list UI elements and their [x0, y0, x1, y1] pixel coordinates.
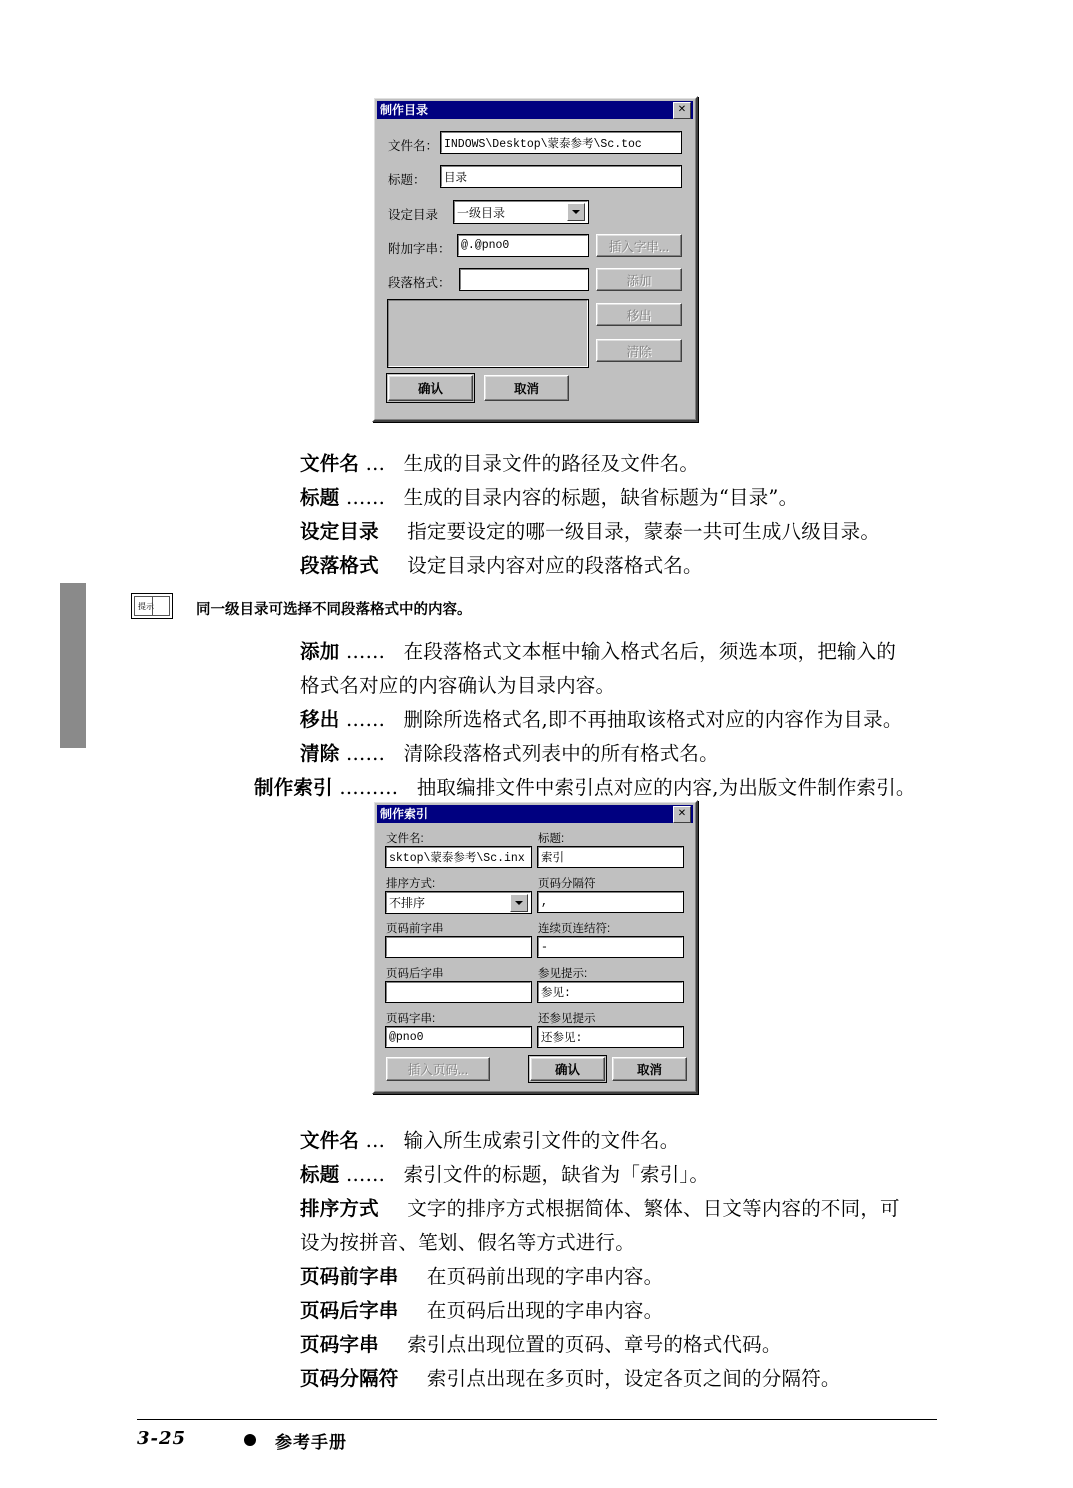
desc-toc-1-term: 标题 — [300, 486, 340, 509]
desc-toc-2-term: 设定目录 — [300, 520, 379, 543]
ok-button[interactable]: 确认 — [530, 1057, 605, 1081]
index-page-suffix-input[interactable] — [386, 982, 531, 1002]
dialog-make-index-title: 制作索引 — [380, 807, 429, 821]
desc-idx-1-term: 标题 — [300, 1163, 340, 1186]
desc-toc2-2 — [300, 704, 903, 732]
desc-idx-4-text: 在页码前出现的字串内容。 — [426, 1265, 664, 1288]
chapter-tab-marker — [60, 583, 86, 748]
index-page-string-input[interactable]: @pno0 — [386, 1027, 531, 1047]
index-range-join-label: 连续页连结符: — [538, 923, 611, 935]
desc-toc2-0-text: 在段落格式文本框中输入格式名后，须选本项，把输入的 — [403, 640, 897, 663]
desc-idx-0-text: 输入所生成索引文件的文件名。 — [403, 1129, 680, 1152]
close-icon[interactable]: ✕ — [673, 102, 691, 119]
desc-toc2-4-text: 抽取编排文件中索引点对应的内容,为出版文件制作索引。 — [416, 776, 916, 799]
toc-filename-input[interactable]: INDOWS\Desktop\蒙泰参考\Sc.toc — [441, 132, 681, 153]
desc-toc2-0 — [300, 636, 896, 664]
footer-bullet-icon — [244, 1434, 256, 1446]
toc-paraformat-input[interactable] — [460, 269, 588, 290]
desc-toc2-3-dots: …… — [345, 742, 386, 765]
close-icon[interactable]: ✕ — [673, 806, 691, 823]
desc-toc2-2-term: 移出 — [300, 708, 340, 731]
toc-level-select[interactable] — [454, 201, 588, 223]
desc-toc2-2-text: 删除所选格式名,即不再抽取该格式对应的内容作为目录。 — [403, 708, 903, 731]
desc-toc2-2-dots: …… — [345, 708, 386, 731]
footer-divider — [137, 1419, 937, 1420]
toc-format-listbox[interactable] — [388, 300, 588, 367]
cancel-button[interactable]: 取消 — [612, 1057, 687, 1081]
desc-idx-5 — [300, 1295, 663, 1323]
desc-idx-5-term: 页码后字串 — [300, 1299, 399, 1322]
desc-idx-0-term: 文件名 — [300, 1129, 360, 1152]
desc-toc2-4 — [254, 772, 916, 800]
tip-icon — [131, 593, 173, 619]
index-title-label: 标题: — [538, 833, 565, 845]
desc-toc2-1 — [300, 670, 615, 698]
desc-toc-0-text: 生成的目录文件的路径及文件名。 — [403, 452, 700, 475]
desc-idx-4 — [300, 1261, 663, 1289]
desc-idx-1 — [300, 1159, 709, 1187]
desc-toc-0 — [300, 448, 699, 476]
index-seealso-label: 参见提示: — [538, 968, 588, 980]
index-sort-select[interactable] — [386, 892, 531, 913]
dialog-make-index-inner — [374, 802, 696, 1092]
footer-manual-label: 参考手册 — [275, 1433, 347, 1453]
index-filename-input[interactable]: sktop\蒙泰参考\Sc.inx — [386, 847, 531, 867]
tip-icon-label: 提示 — [138, 601, 154, 611]
desc-toc-3-text: 设定目录内容对应的段落格式名。 — [407, 554, 703, 577]
desc-idx-0 — [300, 1125, 679, 1153]
insert-page-number-button[interactable]: 插入页码... — [386, 1057, 490, 1081]
add-button[interactable]: 添加 — [596, 268, 682, 291]
index-also-seealso-label: 还参见提示 — [538, 1013, 596, 1025]
desc-idx-2-text: 文字的排序方式根据简体、繁体、日文等内容的不同，可 — [407, 1197, 900, 1220]
index-also-seealso-input[interactable]: 还参见: — [538, 1027, 683, 1047]
toc-title-input[interactable]: 目录 — [441, 166, 681, 187]
footer-page-number: 3-25 — [137, 1428, 187, 1449]
desc-toc-0-dots: … — [365, 452, 386, 475]
toc-level-value: 一级目录 — [457, 205, 506, 220]
dialog-make-index-titlebar — [377, 805, 693, 823]
toc-append-input[interactable]: @.@pno0 — [458, 235, 588, 256]
chevron-down-icon[interactable] — [510, 894, 528, 912]
dialog-make-index[interactable] — [372, 800, 698, 1094]
desc-toc-1 — [300, 482, 798, 510]
dialog-make-toc-inner — [374, 98, 696, 420]
toc-append-label: 附加字串： — [388, 242, 451, 256]
index-sort-value: 不排序 — [389, 896, 426, 910]
desc-toc-0-term: 文件名 — [300, 452, 360, 475]
index-seealso-input[interactable]: 参见: — [538, 982, 683, 1002]
desc-toc2-3 — [300, 738, 719, 766]
desc-idx-6-term: 页码字串 — [300, 1333, 379, 1356]
desc-idx-1-text: 索引文件的标题，缺省为「索引」。 — [403, 1163, 710, 1186]
toc-title-label: 标题： — [388, 173, 426, 187]
cancel-button[interactable]: 取消 — [484, 375, 569, 401]
desc-toc-2 — [300, 516, 880, 544]
desc-toc2-0-dots: …… — [345, 640, 386, 663]
desc-idx-2-term: 排序方式 — [300, 1197, 379, 1220]
dialog-make-toc-titlebar — [377, 101, 693, 119]
toc-filename-label: 文件名： — [388, 139, 439, 153]
index-page-sep-input[interactable]: , — [538, 892, 683, 912]
ok-button[interactable]: 确认 — [388, 375, 473, 401]
desc-idx-2 — [300, 1193, 900, 1221]
toc-level-label: 设定目录 — [388, 208, 439, 222]
desc-toc-1-dots: …… — [345, 486, 386, 509]
desc-idx-3-text: 设为按拼音、笔划、假名等方式进行。 — [300, 1231, 635, 1254]
desc-idx-7 — [300, 1363, 841, 1391]
desc-toc-2-text: 指定要设定的哪一级目录，蒙泰一共可生成八级目录。 — [407, 520, 881, 543]
index-filename-label: 文件名: — [386, 833, 424, 845]
desc-toc-3-term: 段落格式 — [300, 554, 379, 577]
desc-idx-7-term: 页码分隔符 — [300, 1367, 399, 1390]
index-page-prefix-label: 页码前字串 — [386, 923, 444, 935]
dialog-make-toc[interactable] — [372, 96, 698, 422]
desc-idx-7-text: 索引点出现在多页时，设定各页之间的分隔符。 — [426, 1367, 841, 1390]
desc-toc2-0-term: 添加 — [300, 640, 340, 663]
toc-paraformat-label: 段落格式： — [388, 276, 451, 290]
index-page-prefix-input[interactable] — [386, 937, 531, 957]
desc-toc2-1-text: 格式名对应的内容确认为目录内容。 — [300, 674, 616, 697]
index-title-input[interactable]: 索引 — [538, 847, 683, 867]
dialog-make-toc-title: 制作目录 — [380, 103, 429, 117]
desc-toc2-3-term: 清除 — [300, 742, 340, 765]
desc-idx-0-dots: … — [365, 1129, 386, 1152]
desc-idx-3 — [300, 1227, 635, 1255]
desc-toc-1-text: 生成的目录内容的标题，缺省标题为“目录”。 — [403, 486, 799, 509]
desc-idx-6 — [300, 1329, 782, 1357]
index-page-suffix-label: 页码后字串 — [386, 968, 444, 980]
chevron-down-icon[interactable] — [567, 203, 585, 221]
tip-book-icon — [134, 596, 170, 616]
insert-string-button[interactable]: 插入字串... — [596, 234, 682, 257]
clear-button[interactable]: 清除 — [596, 339, 682, 362]
desc-toc2-4-dots: ……… — [339, 776, 399, 799]
index-page-string-label: 页码字串: — [386, 1013, 436, 1025]
desc-idx-5-text: 在页码后出现的字串内容。 — [426, 1299, 664, 1322]
desc-idx-1-dots: …… — [345, 1163, 386, 1186]
desc-toc2-3-text: 清除段落格式列表中的所有格式名。 — [403, 742, 719, 765]
desc-idx-6-text: 索引点出现位置的页码、章号的格式代码。 — [407, 1333, 782, 1356]
index-range-join-input[interactable]: - — [538, 937, 683, 957]
desc-toc-3 — [300, 550, 703, 578]
desc-toc2-4-term: 制作索引 — [254, 776, 333, 799]
remove-button[interactable]: 移出 — [596, 303, 682, 326]
index-sort-label: 排序方式: — [386, 878, 436, 890]
index-page-sep-label: 页码分隔符 — [538, 878, 596, 890]
tip-text: 同一级目录可选择不同段落格式中的内容。 — [196, 601, 472, 618]
desc-idx-4-term: 页码前字串 — [300, 1265, 399, 1288]
